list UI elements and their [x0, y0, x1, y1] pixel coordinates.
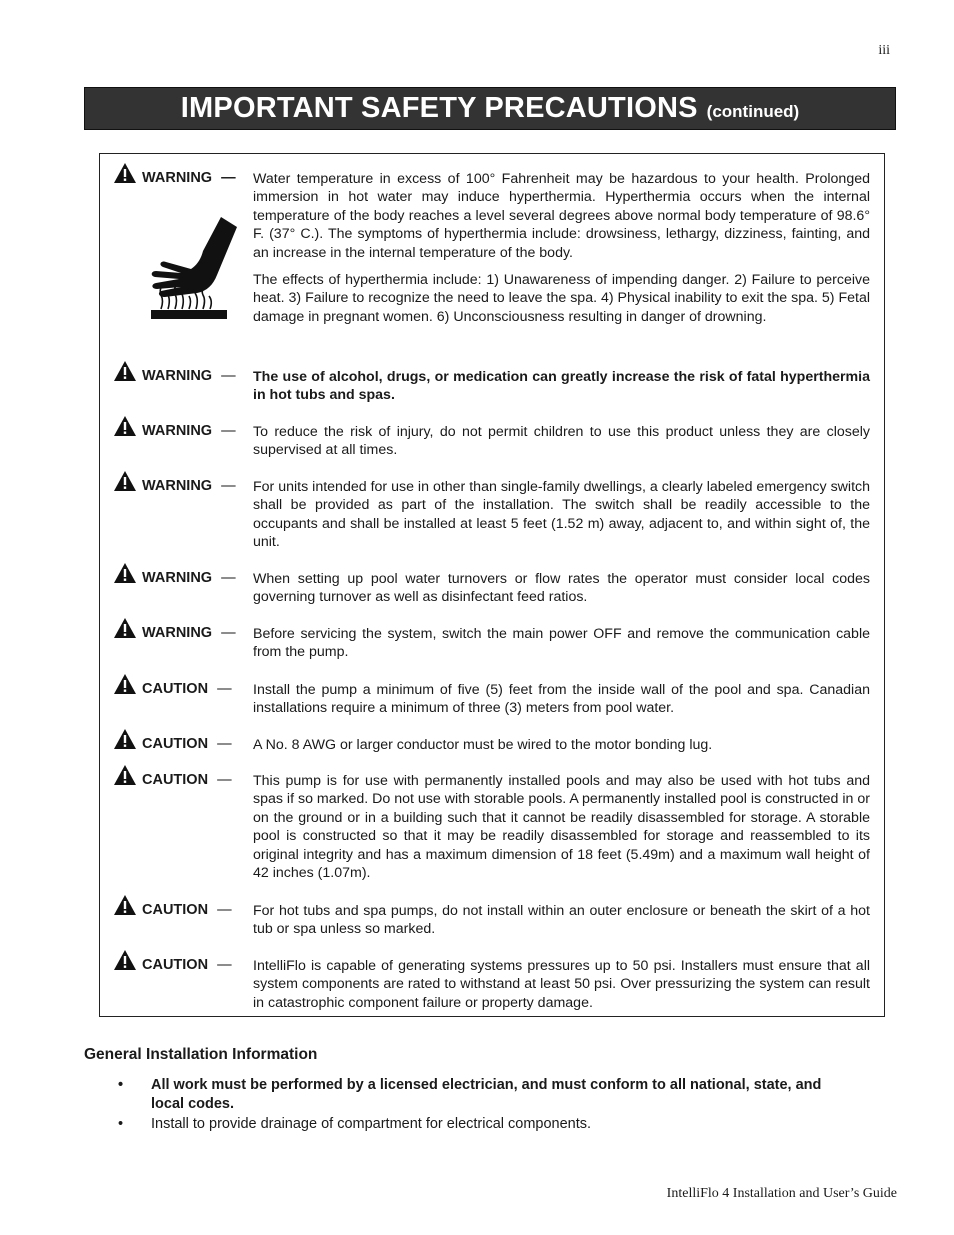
caution-text: For hot tubs and spa pumps, do not install within an outer enclosure or beneath the skirt of a hot tub or spa unless so marked. [253, 903, 870, 938]
label-dash: — [217, 681, 232, 697]
page-title-continued: (continued) [706, 101, 800, 121]
warning-text: The effects of hyperthermia include: 1) Unawareness of impending danger. 2) Failure to perceive heat. 3) Failure to recognize the need to leave the spa. 4) Physical inability to exit the spa. 5) Fetal damage in pregnant women. 6) Unconsciousness resulting in danger of drowning. [253, 272, 870, 325]
caution-label: CAUTION [142, 772, 209, 788]
caution-triangle-icon [113, 949, 137, 971]
label-dash: — [217, 957, 232, 973]
warning-entry [113, 478, 873, 552]
caution-entry [113, 957, 873, 1012]
warning-entry [113, 170, 873, 335]
warning-text: When setting up pool water turnovers or flow rates the operator must consider local codes governing turnover as well as disinfectant feed ratios. [253, 571, 870, 606]
label-dash: — [221, 478, 236, 494]
caution-triangle-icon [113, 673, 137, 695]
caution-triangle-icon [113, 894, 137, 916]
warning-entry [113, 423, 873, 460]
label-dash: — [221, 625, 236, 641]
section-title-bar [84, 87, 896, 130]
warning-text: For units intended for use in other than single-family dwellings, a clearly labeled emergency switch shall be provided as part of the installation. The switch shall be readily accessible to the occupants and shall be installed at least 5 feet (1.52 m) away, adjacent to, and within sight of, the unit. [253, 479, 870, 551]
warning-triangle-icon [113, 470, 137, 492]
page-title: IMPORTANT SAFETY PRECAUTIONS [180, 92, 698, 124]
warning-entry [113, 625, 873, 662]
warning-label: WARNING [142, 423, 213, 439]
warning-label: WARNING [142, 570, 213, 586]
hot-surface-hand-icon [137, 215, 255, 327]
warning-entry [113, 570, 873, 607]
warning-label: WARNING [142, 170, 213, 186]
warning-text: Before servicing the system, switch the main power OFF and remove the communication cable from the pump. [253, 626, 870, 661]
caution-triangle-icon [113, 764, 137, 786]
label-dash: — [217, 902, 232, 918]
list-item [118, 1076, 858, 1114]
installation-bullet-list [118, 1076, 858, 1135]
caution-label: CAUTION [142, 736, 209, 752]
warning-text: The use of alcohol, drugs, or medication can greatly increase the risk of fatal hyperthermia in hot tubs and spas. [253, 369, 870, 404]
warning-triangle-icon [113, 415, 137, 437]
warning-triangle-icon [113, 617, 137, 639]
caution-label: CAUTION [142, 902, 209, 918]
label-dash: — [221, 368, 236, 384]
warning-triangle-icon [113, 562, 137, 584]
page-footer: IntelliFlo 4 Installation and User’s Guide [666, 1186, 897, 1201]
caution-entry [113, 902, 873, 939]
warning-triangle-icon [113, 360, 137, 382]
label-dash: — [217, 772, 232, 788]
label-dash: — [221, 570, 236, 586]
list-item [118, 1115, 858, 1134]
warning-triangle-icon [113, 162, 137, 184]
warning-entry [113, 368, 873, 405]
label-dash: — [221, 423, 236, 439]
page-number: iii [878, 43, 890, 58]
general-installation-heading: General Installation Information [84, 1046, 318, 1063]
bullet-marker: • [118, 1077, 124, 1093]
caution-text: This pump is for use with permanently installed pools and may also be used with hot tubs and spas if so marked. Do not use with storable pools. A permanently installed pool is constructed in or on the ground or in a building such that it cannot be readily disassembled for storage. A storable pool is constructed so that it may be readily disassembled for storage and reassembled to its original integrity and has a maximum dimension of 18 feet (5.49m) and a maximum wall height of 42 inches (1.07m). [253, 773, 870, 882]
list-item-text: All work must be performed by a licensed electrician, and must conform to all national, state, and local codes. [151, 1077, 822, 1112]
warning-text: To reduce the risk of injury, do not permit children to use this product unless they are closely supervised at all times. [253, 424, 870, 459]
list-item-text: Install to provide drainage of compartment for electrical components. [151, 1116, 592, 1132]
label-dash: — [221, 170, 236, 186]
caution-text: A No. 8 AWG or larger conductor must be wired to the motor bonding lug. [253, 737, 713, 753]
warnings-box [99, 153, 885, 1017]
caution-entry [113, 736, 873, 754]
bullet-marker: • [118, 1116, 124, 1132]
warning-label: WARNING [142, 625, 213, 641]
caution-entry [113, 772, 873, 882]
caution-label: CAUTION [142, 957, 209, 973]
warning-label: WARNING [142, 368, 213, 384]
caution-entry [113, 681, 873, 718]
caution-triangle-icon [113, 728, 137, 750]
caution-label: CAUTION [142, 681, 209, 697]
warning-label: WARNING [142, 478, 213, 494]
caution-text: IntelliFlo is capable of generating systems pressures up to 50 psi. Installers must ensure that all system components are rated to withstand at least 50 psi. Over pressurizing the system can result in catastrophic component failure or property damage. [253, 958, 870, 1011]
warning-text: Water temperature in excess of 100° Fahrenheit may be hazardous to your health. Prolonged immersion in hot water may induce hyperthermia. Hyperthermia occurs when the internal temperature of the body reaches a level several degrees above normal body temperature of 98.6° F. (37° C.). The symptoms of hyperthermia include: drowsiness, lethargy, dizziness, fainting, and an increase in the internal temperature of the body. [253, 171, 870, 261]
caution-text: Install the pump a minimum of five (5) feet from the inside wall of the pool and spa. Canadian installations require a minimum of three (3) meters from pool water. [253, 682, 870, 717]
label-dash: — [217, 736, 232, 752]
